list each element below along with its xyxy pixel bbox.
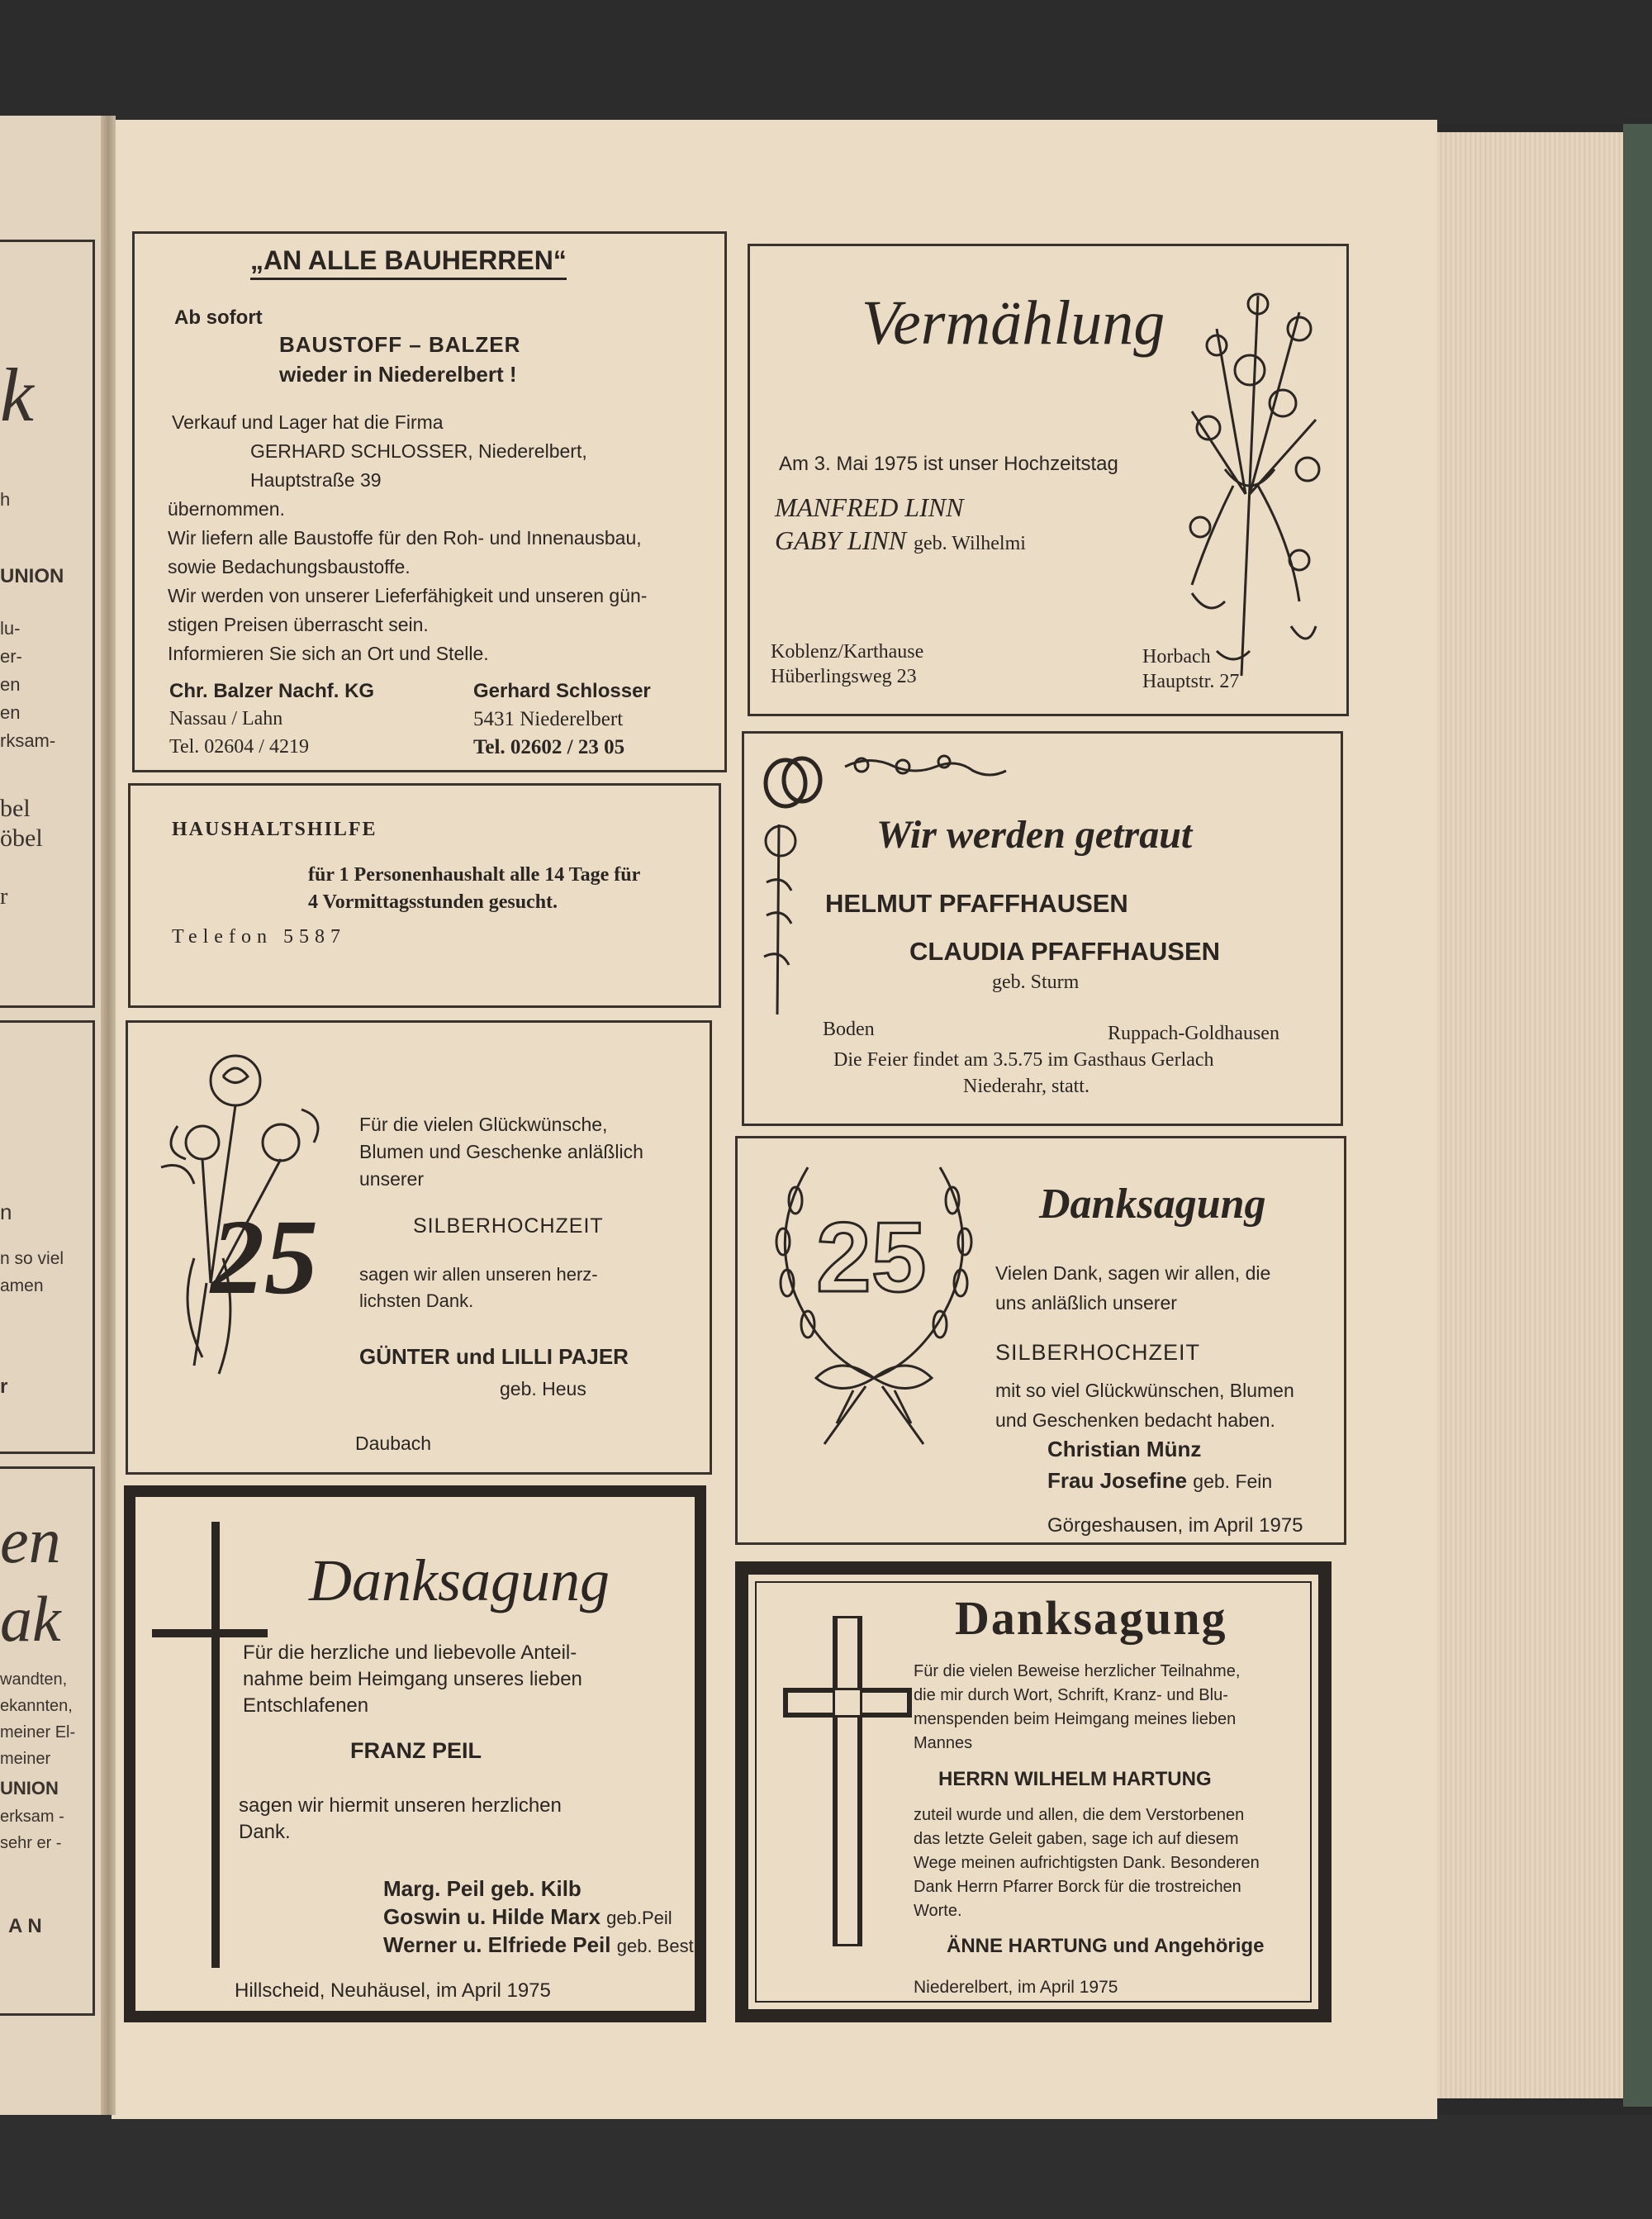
ad-peil-deceased-name: FRANZ PEIL <box>350 1738 482 1763</box>
left-fragment-line: meiner El- <box>0 1723 76 1741</box>
ad-hartung-body-line: die mir durch Wort, Schrift, Kranz- und Blu- <box>914 1686 1228 1704</box>
ad-haushaltshilfe-line: 4 Vormittagsstunden gesucht. <box>308 891 558 913</box>
ad-peil-line: Entschlafenen <box>243 1694 369 1717</box>
ad-hartung-deceased-name: HERRN WILHELM HARTUNG <box>938 1768 1212 1790</box>
ad-haushaltshilfe-line: für 1 Personenhaushalt alle 14 Tage für <box>308 864 641 886</box>
left-fragment-line: meiner <box>0 1750 51 1768</box>
ad-getraut-name-groom: HELMUT PFAFFHAUSEN <box>825 889 1128 918</box>
ad-bauherren-body-line: Wir liefern alle Baustoffe für den Roh- und Innenausbau, <box>168 527 642 549</box>
ad-peil-signature <box>383 1905 672 1930</box>
ad-bauherren-ab-sofort: Ab sofort <box>174 306 263 329</box>
ad-getraut-line: Niederahr, statt. <box>963 1076 1089 1097</box>
ad-bauherren-body-line: sowie Bedachungsbaustoffe. <box>168 556 411 577</box>
ad-hartung-title: Danksagung <box>955 1591 1227 1645</box>
ad-pajer-place: Daubach <box>355 1433 432 1454</box>
left-fragment-line: wandten, <box>0 1670 68 1689</box>
ad-peil-line: Dank. <box>239 1821 291 1843</box>
ad-muenz-number: 25 <box>816 1202 927 1313</box>
flower-bouquet-icon <box>1167 279 1332 692</box>
ad-bauherren <box>132 231 727 772</box>
ad-peil-line: sagen wir hiermit unseren herzlichen <box>239 1794 562 1817</box>
ad-vermaehlung-name-groom: MANFRED LINN <box>775 492 964 522</box>
ad-pajer-geb: geb. Heus <box>500 1378 586 1399</box>
ad-peil-line: nahme beim Heimgang unseres lieben <box>243 1668 582 1690</box>
ad-hartung-body-line: zuteil wurde und allen, die dem Verstorbenen <box>914 1806 1245 1824</box>
ad-hartung-body-line: das letzte Geleit gaben, sage ich auf diesem <box>914 1830 1239 1848</box>
ad-vermaehlung-name-bride: GABY LINN <box>775 525 907 555</box>
ad-peil-signature-name: Goswin u. Hilde Marx <box>383 1904 601 1929</box>
left-fragment-line: lu- <box>0 618 21 639</box>
ad-hartung-body-line: Dank Herrn Pfarrer Borck für die trostreichen <box>914 1878 1241 1896</box>
left-fragment-union2: UNION <box>0 1778 59 1798</box>
ad-muenz-signature-name: Frau Josefine <box>1047 1468 1188 1493</box>
ad-danksagung-muenz <box>735 1136 1346 1545</box>
ad-pajer-line: lichsten Dank. <box>359 1290 474 1311</box>
ad-peil-signature <box>383 1933 694 1958</box>
ad-bauherren-right-tel: Tel. 02602 / 23 05 <box>473 736 625 758</box>
ad-vermaehlung-right-street: Hauptstr. 27 <box>1142 671 1240 692</box>
ad-muenz-title: Danksagung <box>1039 1181 1266 1228</box>
ad-hartung-body-line: Wege meinen aufrichtigsten Dank. Besonderen <box>914 1854 1260 1872</box>
ad-bauherren-body-line: Hauptstraße 39 <box>250 469 382 491</box>
ad-bauherren-body-line: Informieren Sie sich an Ort und Stelle. <box>168 643 489 664</box>
ad-peil-signature-geb: geb. Best <box>616 1936 694 1956</box>
ad-vermaehlung <box>748 244 1349 716</box>
left-fragment-ak: ak <box>0 1583 61 1655</box>
ad-vermaehlung-geb: geb. Wilhelmi <box>914 533 1026 554</box>
ad-bauherren-left-name: Chr. Balzer Nachf. KG <box>169 680 375 702</box>
ad-peil-place: Hillscheid, Neuhäusel, im April 1975 <box>235 1979 551 2002</box>
ad-pajer-line: sagen wir allen unseren herz- <box>359 1264 598 1285</box>
scan-background-top <box>0 0 1652 124</box>
ad-vermaehlung-left-street: Hüberlingsweg 23 <box>771 666 917 687</box>
ad-bauherren-body-line: stigen Preisen überrascht sein. <box>168 614 429 635</box>
ad-getraut-right-place: Ruppach-Goldhausen <box>1108 1023 1279 1044</box>
left-fragment-k: k <box>0 353 34 437</box>
left-fragment-line: erksam - <box>0 1808 64 1826</box>
ad-pajer-number: 25 <box>211 1198 318 1317</box>
left-fragment-an: AN <box>8 1915 47 1937</box>
ad-vermaehlung-line: Am 3. Mai 1975 ist unser Hochzeitstag <box>779 453 1118 475</box>
ad-peil-signature-name: Werner u. Elfriede Peil <box>383 1932 611 1957</box>
ad-bauherren-headline: BAUSTOFF – BALZER <box>279 332 521 357</box>
ad-hartung-body-line: Worte. <box>914 1902 962 1920</box>
left-fragment-line: sehr er - <box>0 1834 62 1852</box>
ad-peil-signature-geb: geb.Peil <box>606 1908 672 1928</box>
ad-peil-signature: Marg. Peil geb. Kilb <box>383 1876 582 1901</box>
ad-bauherren-body-line: GERHARD SCHLOSSER, Niederelbert, <box>250 440 587 462</box>
cross-icon <box>135 1522 268 1984</box>
left-fragment-line: rksam- <box>0 730 56 751</box>
ad-bauherren-right-name: Gerhard Schlosser <box>473 680 651 702</box>
ad-getraut-line: Die Feier findet am 3.5.75 im Gasthaus Gerlach <box>833 1049 1214 1071</box>
ad-peil-line: Für die herzliche und liebevolle Anteil- <box>243 1642 577 1664</box>
ad-muenz-line: uns anläßlich unserer <box>995 1292 1177 1314</box>
ad-muenz-signature <box>1047 1469 1272 1494</box>
ad-getraut-title: Wir werden getraut <box>876 813 1193 857</box>
ad-getraut-left-place: Boden <box>823 1019 875 1040</box>
ad-vermaehlung-bride <box>775 525 1026 556</box>
ad-bauherren-body-line: übernommen. <box>168 498 285 520</box>
ad-muenz-signature-geb: geb. Fein <box>1193 1471 1273 1492</box>
ad-pajer-event: SILBERHOCHZEIT <box>413 1214 604 1238</box>
ad-hartung-body-line: Mannes <box>914 1734 973 1752</box>
left-fragment-r2: r <box>0 1376 8 1398</box>
ad-bauherren-body-line: Wir werden von unserer Lieferfähigkeit und unseren gün- <box>168 585 648 606</box>
left-fragment-bel: bel <box>0 795 31 822</box>
ad-haushaltshilfe-title: HAUSHALTSHILFE <box>172 819 377 840</box>
ad-muenz-event: SILBERHOCHZEIT <box>995 1340 1201 1365</box>
ad-bauherren-subheadline: wieder in Niederelbert ! <box>279 362 517 387</box>
ad-getraut-geb: geb. Sturm <box>992 972 1080 993</box>
ad-pajer-names: GÜNTER und LILLI PAJER <box>359 1344 629 1369</box>
ad-getraut-name-bride: CLAUDIA PFAFFHAUSEN <box>909 937 1221 966</box>
ad-bauherren-body-line: Verkauf und Lager hat die Firma <box>172 411 444 433</box>
ad-muenz-place: Görgeshausen, im April 1975 <box>1047 1514 1303 1537</box>
ad-haushaltshilfe <box>128 783 721 1008</box>
ad-pajer-line: Blumen und Geschenke anläßlich <box>359 1141 643 1162</box>
ad-vermaehlung-title: Vermählung <box>862 288 1165 358</box>
cross-icon <box>781 1616 914 1946</box>
left-fragment-line: en <box>0 674 21 695</box>
left-fragment-so-viel: n so viel <box>0 1249 64 1268</box>
left-fragment-obel: öbel <box>0 824 43 852</box>
ad-danksagung-hartung <box>735 1561 1332 2022</box>
left-fragment-union: UNION <box>0 565 64 587</box>
ad-pajer-line: unserer <box>359 1168 424 1190</box>
ad-muenz-line: und Geschenken bedacht haben. <box>995 1409 1275 1431</box>
page-edges <box>1437 132 1627 2098</box>
ad-bauherren-title: „AN ALLE BAUHERREN“ <box>250 245 567 280</box>
left-fragment-h: h <box>0 489 11 510</box>
ad-haushaltshilfe-telefon: Telefon 5587 <box>172 926 346 948</box>
ad-muenz-signature: Christian Münz <box>1047 1437 1202 1461</box>
ad-muenz-line: mit so viel Glückwünschen, Blumen <box>995 1380 1294 1401</box>
ad-danksagung-peil <box>124 1485 706 2022</box>
ad-bauherren-left-tel: Tel. 02604 / 4219 <box>169 736 309 758</box>
ad-bauherren-right-city: 5431 Niederelbert <box>473 708 624 730</box>
ad-hartung-place: Niederelbert, im April 1975 <box>914 1978 1118 1997</box>
ad-silberhochzeit-pajer <box>126 1020 712 1475</box>
ad-pajer-line: Für die vielen Glückwünsche, <box>359 1114 608 1135</box>
ad-hartung-body-line: Für die vielen Beweise herzlicher Teilnahme, <box>914 1662 1241 1680</box>
left-fragment-r: r <box>0 884 8 910</box>
ad-muenz-line: Vielen Dank, sagen wir allen, die <box>995 1262 1271 1284</box>
left-fragment-line: er- <box>0 646 22 667</box>
left-fragment-amen: amen <box>0 1276 44 1295</box>
left-fragment-line: ekannten, <box>0 1697 73 1715</box>
ad-getraut <box>742 731 1343 1126</box>
left-fragment-n: n <box>0 1200 12 1224</box>
ad-peil-title: Danksagung <box>309 1547 610 1613</box>
ad-hartung-signature: ÄNNE HARTUNG und Angehörige <box>947 1935 1265 1957</box>
ad-bauherren-left-city: Nassau / Lahn <box>169 708 283 729</box>
ad-hartung-body-line: menspenden beim Heimgang meines lieben <box>914 1710 1237 1728</box>
left-fragment-en: en <box>0 1504 61 1576</box>
left-ad-box-2 <box>0 1020 95 1454</box>
ad-vermaehlung-right-city: Horbach <box>1142 646 1211 668</box>
book-gutter <box>101 116 116 2115</box>
scan-background-bottom <box>0 2115 1652 2219</box>
ad-vermaehlung-left-city: Koblenz/Karthause <box>771 641 924 663</box>
left-fragment-line: en <box>0 702 21 723</box>
book-cover <box>1623 124 1652 2107</box>
